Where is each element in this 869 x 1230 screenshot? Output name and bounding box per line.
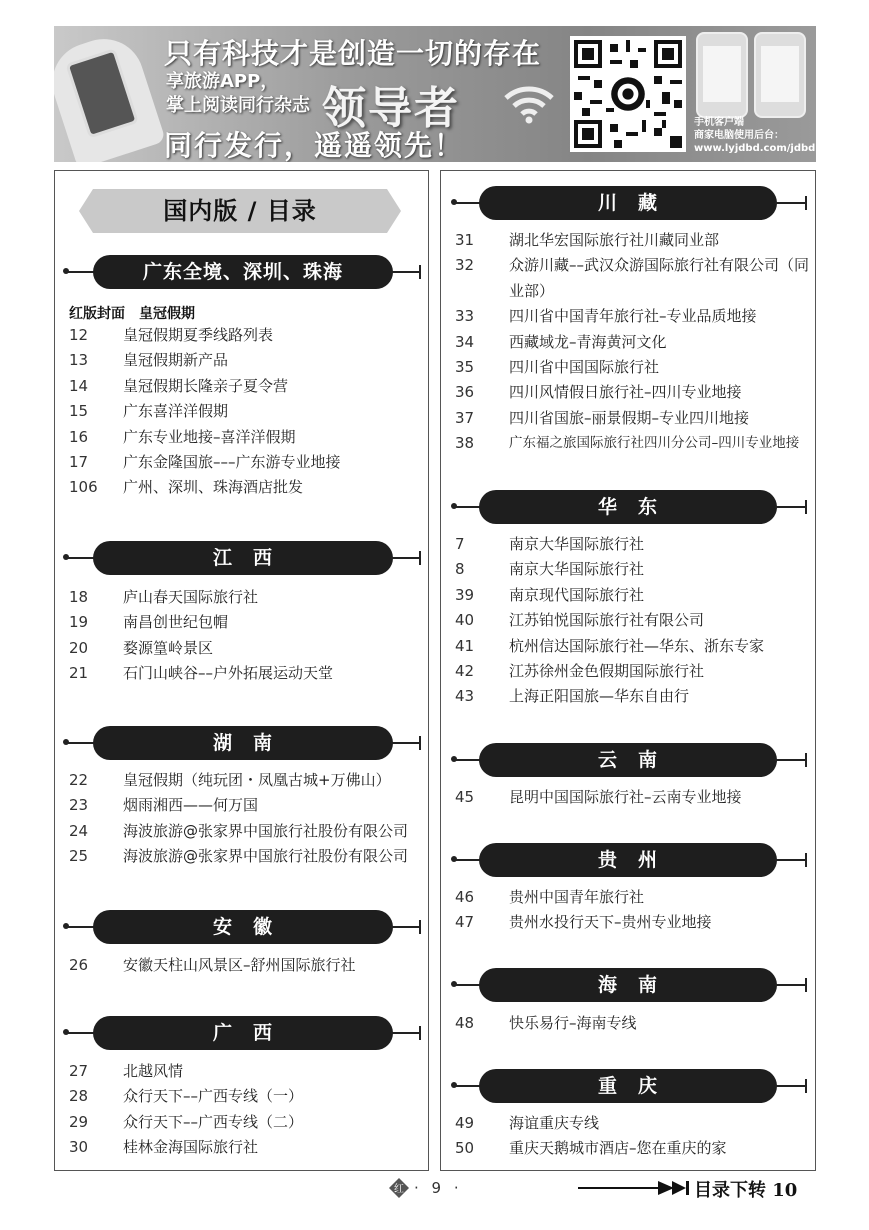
toc-entry[interactable]: 13 皇冠假期新产品 (69, 351, 229, 370)
toc-entry[interactable]: 29 众行天下––广西专线（二） (69, 1112, 304, 1131)
banner-tagline: 同行发行，遥遥领先！ (164, 129, 465, 162)
banner-slogan: 只有科技才是创造一切的存在 (164, 37, 542, 70)
toc-entry[interactable]: 8 南京大华国际旅行社 (455, 560, 645, 579)
toc-list-yunnan (455, 785, 807, 810)
cover-subheading: 红版封面 皇冠假期 (69, 306, 195, 322)
toc-entry[interactable]: 20 婺源篁岭景区 (69, 638, 214, 657)
red-edition-logo-icon (389, 1178, 409, 1198)
page-number: · 9 · (414, 1179, 463, 1197)
banner-leader-text: 领导者 (322, 83, 460, 134)
toc-entry[interactable]: 18 庐山春天国际旅行社 (69, 588, 259, 606)
toc-list-hainan (455, 1011, 807, 1036)
toc-entry[interactable]: 50 重庆天鹅城市酒店–您在重庆的家 (455, 1139, 727, 1158)
section-header-guangxi: 广 西 (63, 1016, 421, 1050)
toc-entry[interactable]: 41 杭州信达国际旅行社—华东、浙东专家 (455, 636, 765, 655)
section-header-huadong: 华 东 (451, 490, 807, 524)
toc-entry[interactable]: 49 海谊重庆专线 (455, 1114, 600, 1132)
toc-entry[interactable]: 28 众行天下––广西专线（一） (69, 1087, 304, 1106)
toc-entry[interactable]: 30 桂林金海国际旅行社 (69, 1138, 259, 1157)
toc-entry[interactable]: 14 皇冠假期长隆亲子夏令营 (69, 376, 289, 395)
toc-entry[interactable]: 15 广东喜洋洋假期 (69, 402, 229, 421)
banner-app-text: 享旅游APP， 掌上阅读同行杂志 (166, 71, 310, 116)
banner-backend-info: 手机客户端 商家电脑使用后台： www.lyjdbd.com/jdbd (694, 117, 816, 154)
toc-left-column (54, 170, 429, 1171)
toc-list-chuanzang (455, 228, 810, 457)
toc-entry[interactable]: 43 上海正阳国旅—华东自由行 (455, 687, 690, 706)
section-header-guizhou: 贵 州 (451, 843, 807, 877)
continued-next-page-link[interactable]: 目录下转 10 (694, 1180, 798, 1201)
toc-right-column (440, 170, 816, 1171)
section-header-chongqing: 重 庆 (451, 1069, 807, 1103)
toc-entry[interactable]: 24 海波旅游@张家界中国旅行社股份有限公司 (69, 821, 409, 840)
section-header-hunan: 湖 南 (63, 726, 421, 760)
toc-entry[interactable]: 23 烟雨湘西——何万国 (69, 796, 259, 815)
toc-entry[interactable]: 37 四川省国旅–丽景假期–专业四川地接 (455, 408, 750, 427)
toc-list-guangxi (69, 1059, 419, 1161)
toc-entry[interactable]: 25 海波旅游@张家界中国旅行社股份有限公司 (69, 847, 409, 866)
toc-entry[interactable]: 12 皇冠假期夏季线路列表 (69, 326, 274, 344)
toc-entry[interactable]: 17 广东金隆国旅–––广东游专业地接 (69, 452, 341, 471)
svg-text:红: 红 (394, 1184, 404, 1195)
toc-entry[interactable]: 16 广东专业地接–喜洋洋假期 (69, 427, 296, 446)
app-screenshot-image (696, 32, 748, 118)
toc-entry[interactable]: 46 贵州中国青年旅行社 (455, 888, 645, 906)
section-header-chuanzang: 川 藏 (451, 186, 807, 220)
toc-entry[interactable]: 7 南京大华国际旅行社 (455, 535, 645, 553)
toc-entry[interactable]: 40 江苏铂悦国际旅行社有限公司 (455, 611, 705, 630)
toc-entry[interactable]: 47 贵州水投行天下–贵州专业地接 (455, 913, 712, 932)
toc-entry[interactable]: 34 西藏域龙–青海黄河文化 (455, 332, 667, 351)
toc-list-huadong (455, 532, 807, 710)
backend-url-link[interactable]: www.lyjdbd.com/jdbd (694, 143, 816, 154)
toc-entry[interactable]: 36 四川风情假日旅行社–四川专业地接 (455, 383, 742, 402)
toc-entry[interactable]: 32 众游川藏––武汉众游国际旅行社有限公司（同业部） (455, 256, 810, 300)
toc-entry[interactable]: 21 石门山峡谷––户外拓展运动天堂 (69, 664, 334, 683)
section-header-anhui: 安 徽 (63, 910, 421, 944)
toc-entry[interactable]: 26 安徽天柱山风景区–舒州国际旅行社 (69, 956, 356, 974)
section-header-jiangxi: 江 西 (63, 541, 421, 575)
toc-entry[interactable]: 19 南昌创世纪包帽 (69, 613, 229, 632)
toc-list-chongqing (455, 1111, 807, 1162)
toc-entry[interactable]: 48 快乐易行–海南专线 (455, 1014, 637, 1032)
arrow-right-icon (578, 1179, 690, 1197)
toc-entry[interactable]: 106 广州、深圳、珠海酒店批发 (69, 478, 304, 497)
toc-list-jiangxi (69, 585, 419, 687)
section-header-yunnan: 云 南 (451, 743, 807, 777)
toc-entry[interactable]: 39 南京现代国际旅行社 (455, 585, 645, 604)
app-promo-banner[interactable] (54, 26, 816, 162)
toc-list-guangdong (69, 323, 419, 501)
toc-entry[interactable]: 35 四川省中国国际旅行社 (455, 357, 660, 376)
qr-code-image[interactable] (570, 36, 686, 152)
section-header-hainan: 海 南 (451, 968, 807, 1002)
toc-list-anhui (69, 953, 419, 978)
section-header-guangdong: 广东全境、深圳、珠海 (63, 255, 421, 289)
toc-list-hunan (69, 768, 419, 870)
toc-entry[interactable]: 27 北越风情 (69, 1062, 184, 1080)
toc-entry[interactable]: 31 湖北华宏国际旅行社川藏同业部 (455, 231, 720, 249)
wifi-icon (502, 82, 556, 124)
toc-entry[interactable]: 22 皇冠假期（纯玩团・凤凰古城+万佛山） (69, 771, 391, 789)
phone-in-hand-image (54, 29, 166, 162)
toc-title: 国内版 / 目录 (163, 197, 317, 225)
toc-list-guizhou (455, 885, 807, 936)
app-screenshot-image (754, 32, 806, 118)
toc-entry[interactable]: 33 四川省中国青年旅行社–专业品质地接 (455, 307, 757, 326)
toc-entry[interactable]: 42 江苏徐州金色假期国际旅行社 (455, 661, 705, 680)
toc-entry[interactable]: 45 昆明中国国际旅行社–云南专业地接 (455, 788, 742, 806)
toc-entry[interactable]: 38 广东福之旅国际旅行社四川分公司–四川专业地接 (455, 434, 800, 453)
